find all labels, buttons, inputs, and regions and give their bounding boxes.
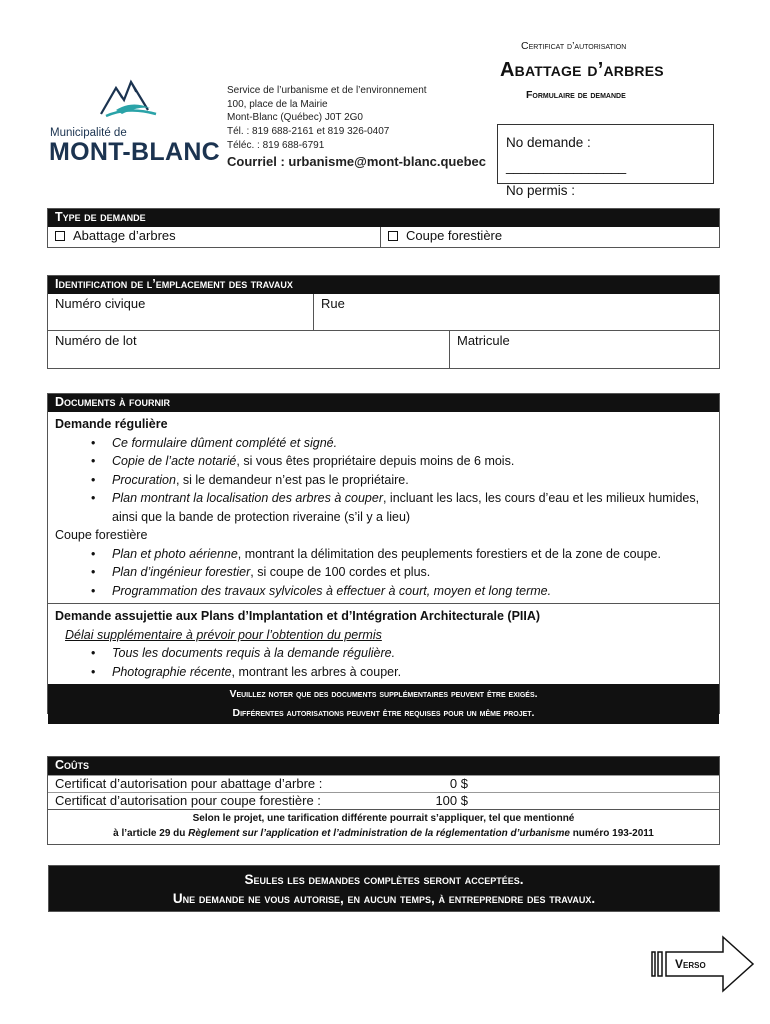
regular-request-title: Demande régulière [55,417,168,431]
cost-row [48,792,719,809]
verso-label: Verso [675,957,706,971]
list-item: • Plan montrant la localisation des arbres à couper, incluant les lacs, les cours d’eau et les milieux humides, ainsi que la bande de protection riveraine (s’il y a lieu) [91,489,712,526]
list-item: • Ce formulaire dûment complété et signé. [91,434,712,453]
piia-docs-list [55,644,712,681]
notice-line: Veuillez noter que des documents supplémentaires peuvent être exigés. [229,688,538,700]
list-item: • Programmation des travaux sylvicoles à effectuer à court, moyen et long terme. [91,582,712,601]
regular-docs-list [55,434,712,527]
contact-line: Mont-Blanc (Québec) J0T 2G0 [227,112,363,124]
street-field[interactable]: Rue [321,296,345,311]
cost-amount: 0 $ [449,776,468,791]
contact-line: Service de l’urbanisme et de l’environnement [227,85,427,96]
option-label: Abattage d’arbres [73,228,176,243]
list-item: • Procuration, si le demandeur n’est pas le propriétaire. [91,471,712,490]
note-line: Selon le projet, une tarification différente pourrait s’appliquer, tel que mentionné [192,813,575,824]
email-line: Courriel : urbanisme@mont-blanc.quebec [227,153,486,169]
list-item: • Tous les documents requis à la demande régulière. [91,644,712,663]
mountain-logo-icon [98,72,160,122]
contact-line: Tél. : 819 688-2161 et 819 326-0407 [227,126,390,138]
list-item: • Plan et photo aérienne, montrant la délimitation des peuplements forestiers et de la zone de coupe. [91,545,712,564]
roll-number-field[interactable]: Matricule [457,333,510,348]
municipality-logo [46,72,221,164]
section-heading: Coûts [48,757,719,775]
forest-cut-title: Coupe forestière [55,528,148,542]
list-item: • Photographie récente, montrant les arbres à couper. [91,663,712,682]
final-line: Une demande ne vous autorise, en aucun temps, à entreprendre des travaux. [172,891,596,906]
section-heading: Identification de l’emplacement des travaux [48,276,719,294]
form-label: Formulaire de demande [526,89,626,101]
cost-note [48,809,719,841]
final-notice [48,865,720,912]
municipality-label: Municipalité de [50,127,127,139]
costs-section [47,756,720,845]
notice-line: Différentes autorisations peuvent être requises pour un même projet. [232,707,535,719]
note-line: à l’article 29 du Règlement sur l’application et l’administration de la réglementation d’urbanisme numéro 193-2011 [113,828,654,839]
civic-number-field[interactable]: Numéro civique [48,294,314,330]
checkbox-icon[interactable] [55,231,65,241]
request-type-section [47,208,720,248]
cost-label: Certificat d’autorisation pour coupe forestière : [55,793,321,808]
piia-delay: Délai supplémentaire à prévoir pour l’obtention du permis [65,627,382,642]
verso-button[interactable] [651,935,756,993]
checkbox-icon[interactable] [388,231,398,241]
lot-number-field[interactable]: Numéro de lot [48,331,450,368]
section-heading: Type de demande [48,209,719,227]
location-section [47,275,720,369]
request-number-box [497,124,714,198]
piia-title: Demande assujettie aux Plans d’Implantation et d’Intégration Architecturale (PIIA) [55,609,541,623]
option-label: Coupe forestière [406,228,503,243]
cost-amount: 100 $ [435,793,468,808]
option-tree-felling[interactable] [48,227,381,247]
contact-block [227,84,486,168]
request-number-field[interactable]: No demande : ________________ [506,135,627,174]
section-heading: Documents à fournir [48,394,719,412]
option-forest-cut[interactable] [381,227,509,247]
documents-notice [48,684,719,724]
certificate-label: Certificat d’autorisation [521,40,627,52]
documents-section [47,393,720,719]
contact-line: Téléc. : 819 688-6791 [227,139,325,151]
final-line: Seules les demandes complètes seront acceptées. [244,872,524,887]
cost-row [48,775,719,792]
municipality-name: MONT-BLANC [49,138,221,166]
permit-number-field[interactable]: No permis : [506,183,576,198]
cost-label: Certificat d’autorisation pour abattage d’arbre : [55,776,323,791]
list-item: • Plan d’ingénieur forestier, si coupe de 100 cordes et plus. [91,563,712,582]
contact-line: 100, place de la Mairie [227,98,328,110]
list-item: • Copie de l’acte notarié, si vous êtes propriétaire depuis moins de 6 mois. [91,452,712,471]
page-title: Abattage d’arbres [500,59,664,81]
forest-docs-list [55,545,712,601]
